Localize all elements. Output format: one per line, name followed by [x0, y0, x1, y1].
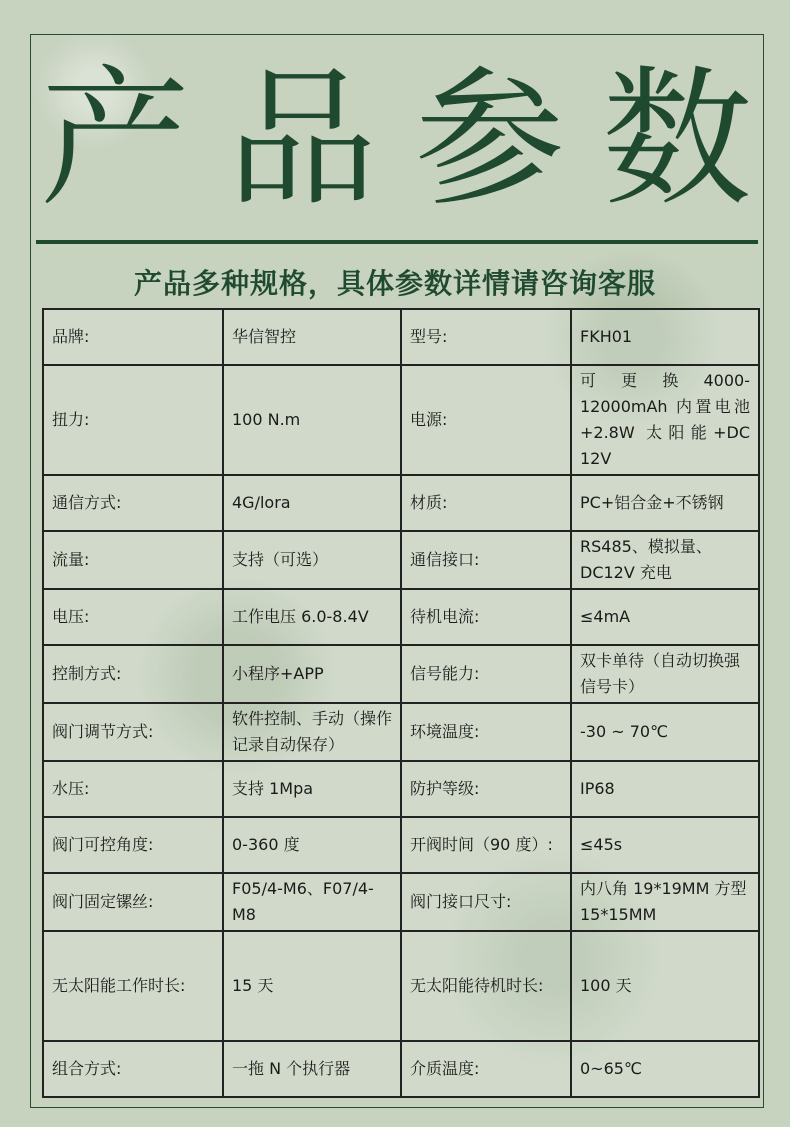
- table-row: [43, 817, 759, 873]
- spec-label: 信号能力:: [401, 645, 571, 703]
- spec-label: 介质温度:: [401, 1041, 571, 1097]
- table-row: [43, 931, 759, 1041]
- spec-label: 防护等级:: [401, 761, 571, 817]
- spec-label: 无太阳能待机时长:: [401, 931, 571, 1041]
- spec-value: 0-360 度: [223, 817, 401, 873]
- spec-label: 阀门调节方式:: [43, 703, 223, 761]
- table-row: [43, 531, 759, 589]
- title-char: 产: [40, 52, 191, 227]
- table-row: [43, 309, 759, 365]
- spec-label: 通信接口:: [401, 531, 571, 589]
- spec-label: 型号:: [401, 309, 571, 365]
- spec-label: 流量:: [43, 531, 223, 589]
- spec-value: PC+铝合金+不锈钢: [571, 475, 759, 531]
- spec-label: 通信方式:: [43, 475, 223, 531]
- spec-label: 品牌:: [43, 309, 223, 365]
- spec-value: 支持 1Mpa: [223, 761, 401, 817]
- spec-value: 内八角 19*19MM 方型 15*15MM: [571, 873, 759, 931]
- spec-value: 可 更 换 4000-12000mAh 内置电池 +2.8W 太阳能+DC 12V: [571, 365, 759, 475]
- title-divider: [36, 240, 758, 244]
- spec-label: 阀门固定镙丝:: [43, 873, 223, 931]
- spec-label: 电源:: [401, 365, 571, 475]
- spec-value: 支持（可选）: [223, 531, 401, 589]
- spec-value: 一拖 N 个执行器: [223, 1041, 401, 1097]
- spec-value: -30 ~ 70℃: [571, 703, 759, 761]
- spec-value: 0~65℃: [571, 1041, 759, 1097]
- title-char: 参: [414, 52, 565, 227]
- table-row: [43, 589, 759, 645]
- table-row: [43, 645, 759, 703]
- spec-value: 华信智控: [223, 309, 401, 365]
- table-row: [43, 873, 759, 931]
- spec-value: RS485、模拟量、DC12V 充电: [571, 531, 759, 589]
- table-row: [43, 365, 759, 475]
- spec-label: 控制方式:: [43, 645, 223, 703]
- page-subtitle: 产品多种规格，具体参数详情请咨询客服: [133, 267, 656, 300]
- spec-label: 电压:: [43, 589, 223, 645]
- page-title: [40, 42, 752, 237]
- spec-value: F05/4-M6、F07/4-M8: [223, 873, 401, 931]
- table-row: [43, 761, 759, 817]
- spec-value: 15 天: [223, 931, 401, 1041]
- spec-label: 阀门接口尺寸:: [401, 873, 571, 931]
- table-row: [43, 703, 759, 761]
- spec-label: 水压:: [43, 761, 223, 817]
- spec-label: 开阀时间（90 度）:: [401, 817, 571, 873]
- spec-value: FKH01: [571, 309, 759, 365]
- spec-value: 小程序+APP: [223, 645, 401, 703]
- spec-value: ≤45s: [571, 817, 759, 873]
- spec-label: 阀门可控角度:: [43, 817, 223, 873]
- spec-label: 材质:: [401, 475, 571, 531]
- title-char: 数: [601, 52, 752, 227]
- spec-value: ≤4mA: [571, 589, 759, 645]
- table-row: [43, 475, 759, 531]
- spec-value: 工作电压 6.0-8.4V: [223, 589, 401, 645]
- spec-label: 组合方式:: [43, 1041, 223, 1097]
- spec-value: IP68: [571, 761, 759, 817]
- spec-label: 无太阳能工作时长:: [43, 931, 223, 1041]
- spec-table: [42, 308, 760, 1098]
- table-row: [43, 1041, 759, 1097]
- spec-label: 待机电流:: [401, 589, 571, 645]
- spec-value: 100 N.m: [223, 365, 401, 475]
- title-char: 品: [227, 52, 378, 227]
- spec-value: 4G/lora: [223, 475, 401, 531]
- spec-label: 扭力:: [43, 365, 223, 475]
- spec-value: 双卡单待（自动切换强信号卡）: [571, 645, 759, 703]
- spec-label: 环境温度:: [401, 703, 571, 761]
- spec-value: 100 天: [571, 931, 759, 1041]
- spec-value: 软件控制、手动（操作记录自动保存）: [223, 703, 401, 761]
